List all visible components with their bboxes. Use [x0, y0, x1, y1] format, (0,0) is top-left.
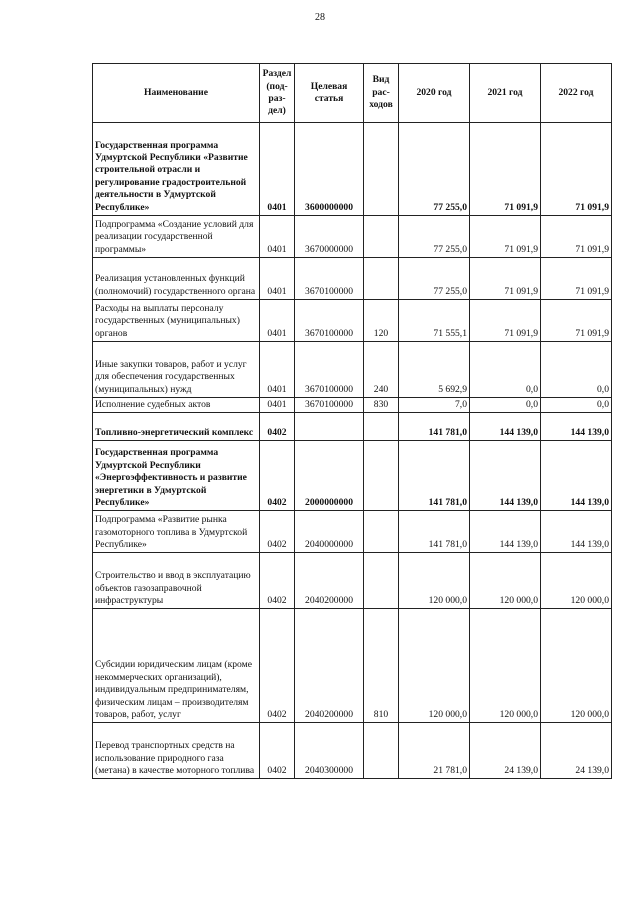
cell-2020: 77 255,0	[399, 258, 470, 300]
cell-article: 2040200000	[295, 609, 364, 723]
cell-2021: 144 139,0	[470, 441, 541, 511]
cell-article: 3670100000	[295, 398, 364, 413]
cell-section: 0401	[260, 123, 295, 216]
cell-section: 0402	[260, 413, 295, 441]
page-number: 28	[315, 12, 325, 23]
cell-article: 3600000000	[295, 123, 364, 216]
cell-2020: 71 555,1	[399, 300, 470, 342]
table-row	[93, 398, 612, 413]
cell-expense-type	[364, 511, 399, 553]
cell-2021: 120 000,0	[470, 609, 541, 723]
cell-name: Реализация установленных функций (полномочий) государственного органа	[93, 258, 260, 300]
table-row	[93, 123, 612, 216]
cell-2020: 141 781,0	[399, 511, 470, 553]
cell-expense-type	[364, 216, 399, 258]
cell-section: 0402	[260, 441, 295, 511]
cell-2020: 141 781,0	[399, 413, 470, 441]
cell-2022: 0,0	[541, 398, 612, 413]
cell-2021: 120 000,0	[470, 553, 541, 609]
cell-expense-type: 240	[364, 342, 399, 398]
cell-name: Перевод транспортных средств на использование природного газа (метана) в качестве моторного топлива	[93, 723, 260, 779]
table-row	[93, 342, 612, 398]
cell-section: 0402	[260, 609, 295, 723]
cell-name: Подпрограмма «Создание условий для реализации государственной программы»	[93, 216, 260, 258]
table-row	[93, 553, 612, 609]
cell-2022: 120 000,0	[541, 609, 612, 723]
cell-2020: 7,0	[399, 398, 470, 413]
cell-2020: 120 000,0	[399, 553, 470, 609]
cell-article	[295, 413, 364, 441]
cell-2022: 71 091,9	[541, 216, 612, 258]
cell-2020: 77 255,0	[399, 123, 470, 216]
header-section: Раздел (под-раз-дел)	[260, 64, 295, 123]
cell-article: 3670100000	[295, 342, 364, 398]
cell-name: Государственная программа Удмуртской Республики «Развитие строительной отрасли и регулирование градостроительной деятельности в Удмуртской Республике»	[93, 123, 260, 216]
cell-name: Подпрограмма «Развитие рынка газомоторного топлива в Удмуртской Республике»	[93, 511, 260, 553]
cell-expense-type: 810	[364, 609, 399, 723]
cell-expense-type	[364, 413, 399, 441]
cell-2021: 71 091,9	[470, 123, 541, 216]
cell-article: 2040300000	[295, 723, 364, 779]
cell-section: 0401	[260, 258, 295, 300]
cell-name: Иные закупки товаров, работ и услуг для обеспечения государственных (муниципальных) нужд	[93, 342, 260, 398]
cell-section: 0402	[260, 511, 295, 553]
header-2020: 2020 год	[399, 64, 470, 123]
cell-section: 0401	[260, 398, 295, 413]
cell-name: Строительство и ввод в эксплуатацию объектов газозаправочной инфраструктуры	[93, 553, 260, 609]
cell-2021: 24 139,0	[470, 723, 541, 779]
table-row	[93, 216, 612, 258]
cell-2020: 141 781,0	[399, 441, 470, 511]
cell-2021: 71 091,9	[470, 258, 541, 300]
header-2021: 2021 год	[470, 64, 541, 123]
table-row	[93, 609, 612, 723]
cell-2022: 144 139,0	[541, 441, 612, 511]
table-row	[93, 258, 612, 300]
cell-2021: 0,0	[470, 398, 541, 413]
cell-section: 0401	[260, 300, 295, 342]
table-row	[93, 441, 612, 511]
header-name: Наименование	[93, 64, 260, 123]
cell-2022: 71 091,9	[541, 258, 612, 300]
cell-expense-type	[364, 441, 399, 511]
cell-2021: 71 091,9	[470, 300, 541, 342]
cell-article: 2000000000	[295, 441, 364, 511]
cell-2021: 144 139,0	[470, 511, 541, 553]
header-2022: 2022 год	[541, 64, 612, 123]
cell-name: Расходы на выплаты персоналу государственных (муниципальных) органов	[93, 300, 260, 342]
table-row	[93, 413, 612, 441]
header-expense-type: Вид рас-ходов	[364, 64, 399, 123]
budget-table	[92, 63, 612, 779]
cell-2022: 0,0	[541, 342, 612, 398]
cell-name: Субсидии юридическим лицам (кроме некоммерческих организаций), индивидуальным предпринимателям, физическим лицам – производителям товаров, работ, услуг	[93, 609, 260, 723]
cell-article: 3670000000	[295, 216, 364, 258]
cell-expense-type: 120	[364, 300, 399, 342]
cell-2022: 24 139,0	[541, 723, 612, 779]
cell-2022: 71 091,9	[541, 300, 612, 342]
table-row	[93, 723, 612, 779]
cell-2022: 120 000,0	[541, 553, 612, 609]
cell-2020: 77 255,0	[399, 216, 470, 258]
cell-expense-type	[364, 123, 399, 216]
table-header-row	[93, 64, 612, 123]
cell-section: 0402	[260, 553, 295, 609]
cell-2020: 21 781,0	[399, 723, 470, 779]
cell-2020: 5 692,9	[399, 342, 470, 398]
cell-section: 0401	[260, 342, 295, 398]
cell-expense-type	[364, 723, 399, 779]
table-row	[93, 511, 612, 553]
cell-2021: 144 139,0	[470, 413, 541, 441]
cell-2021: 71 091,9	[470, 216, 541, 258]
cell-2022: 144 139,0	[541, 413, 612, 441]
cell-2022: 71 091,9	[541, 123, 612, 216]
cell-article: 3670100000	[295, 300, 364, 342]
cell-expense-type	[364, 258, 399, 300]
cell-expense-type: 830	[364, 398, 399, 413]
table-row	[93, 300, 612, 342]
header-article: Целевая статья	[295, 64, 364, 123]
cell-article: 3670100000	[295, 258, 364, 300]
cell-name: Исполнение судебных актов	[93, 398, 260, 413]
cell-name: Государственная программа Удмуртской Республики «Энергоэффективность и развитие энергетики в Удмуртской Республике»	[93, 441, 260, 511]
table-body	[93, 123, 612, 779]
cell-article: 2040000000	[295, 511, 364, 553]
cell-2021: 0,0	[470, 342, 541, 398]
cell-2022: 144 139,0	[541, 511, 612, 553]
cell-article: 2040200000	[295, 553, 364, 609]
cell-section: 0401	[260, 216, 295, 258]
cell-expense-type	[364, 553, 399, 609]
cell-2020: 120 000,0	[399, 609, 470, 723]
cell-name: Топливно-энергетический комплекс	[93, 413, 260, 441]
cell-section: 0402	[260, 723, 295, 779]
